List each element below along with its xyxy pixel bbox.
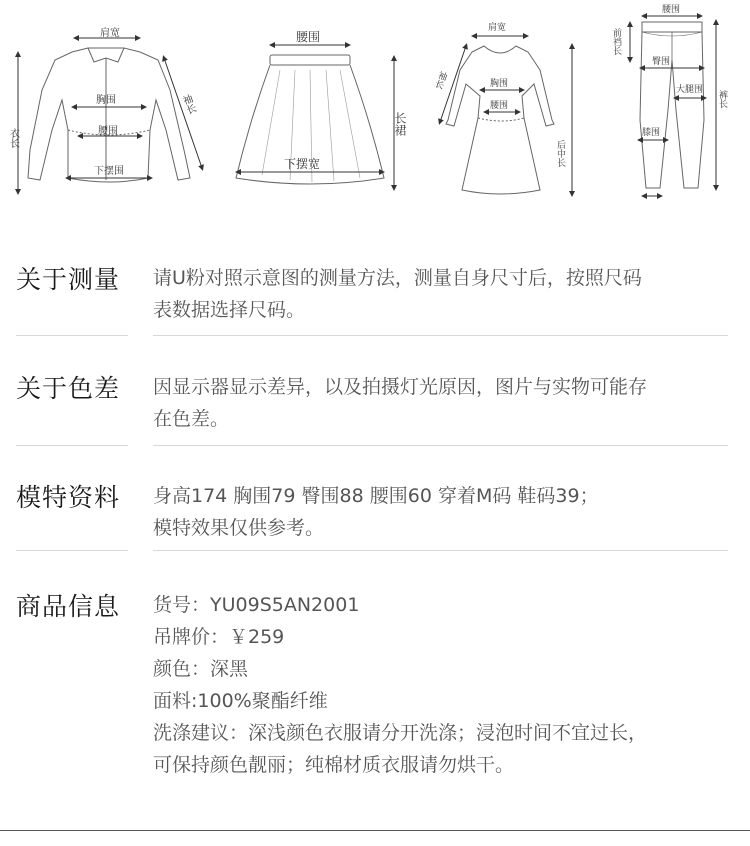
pants-hip-label: 臀围	[652, 57, 671, 67]
shirt-length-label: 衣长	[7, 128, 19, 148]
divider	[16, 335, 128, 336]
dress-length-label: 后中长	[555, 140, 565, 167]
product-sku: 货号：YU09S5AN2001	[153, 594, 360, 616]
product-care-line-2: 可保持颜色靓丽；纯棉材质衣服请勿烘干。	[153, 754, 515, 776]
dress-sleeve-label: 袖长	[432, 69, 448, 90]
product-price: 吊牌价：￥259	[153, 626, 285, 648]
pants-diagram	[640, 22, 704, 188]
section-body-model-info	[153, 480, 733, 544]
product-color: 颜色：深黑	[153, 658, 249, 680]
measurement-diagrams	[0, 0, 750, 215]
section-body-measurement	[153, 262, 733, 326]
skirt-length-label: 长裙	[393, 112, 407, 136]
section-title-model-info: 模特资料	[16, 483, 121, 512]
body-line: 身高174 胸围79 臀围88 腰围60 穿着M码 鞋码39；	[153, 485, 599, 507]
body-line: 模特效果仅供参考。	[153, 517, 325, 539]
section-title-color-difference: 关于色差	[16, 374, 121, 403]
section-title-product-info: 商品信息	[16, 592, 121, 621]
pants-arrows	[630, 16, 716, 196]
shirt-shoulder-label: 肩宽	[100, 28, 120, 39]
section-title-measurement: 关于测量	[16, 265, 121, 294]
bottom-divider	[0, 830, 750, 831]
body-line: 表数据选择尺码。	[153, 299, 306, 321]
shirt-sleeve-label: 袖长	[179, 93, 197, 116]
size-diagram-svg	[0, 0, 750, 215]
shirt-waist-label: 腰围	[98, 126, 118, 137]
dress-waist-label: 腰围	[490, 101, 509, 111]
divider	[16, 550, 128, 551]
dress-diagram	[446, 46, 554, 194]
section-body-product-info	[153, 589, 733, 781]
divider	[153, 550, 728, 551]
body-line: 在色差。	[153, 408, 230, 430]
shirt-diagram	[28, 48, 190, 182]
pants-waist-label: 腰围	[662, 5, 681, 15]
skirt-hem-label: 下摆宽	[284, 157, 321, 171]
product-care-line-1: 洗涤建议：深浅颜色衣服请分开洗涤；浸泡时间不宜过长，	[153, 722, 648, 744]
pants-rise-label: 前裆长	[611, 28, 621, 55]
pants-thigh-label: 大腿围	[676, 85, 704, 95]
divider	[153, 335, 728, 336]
divider	[16, 445, 128, 446]
shirt-hem-label: 下摆围	[94, 166, 124, 177]
divider	[153, 445, 728, 446]
dress-arrows	[440, 36, 572, 194]
product-fabric: 面料:100%聚酯纤维	[153, 690, 328, 712]
skirt-waist-label: 腰围	[296, 30, 321, 44]
body-line: 请U粉对照示意图的测量方法，测量自身尺寸后，按照尺码	[153, 267, 642, 289]
pants-length-label: 裤长	[717, 90, 727, 108]
shirt-chest-label: 胸围	[96, 95, 116, 106]
section-body-color-difference	[153, 371, 733, 435]
dress-chest-label: 胸围	[490, 79, 509, 89]
dress-shoulder-label: 肩宽	[488, 23, 507, 33]
pants-knee-label: 膝围	[642, 128, 661, 138]
body-line: 因显示器显示差异，以及拍摄灯光原因，图片与实物可能存	[153, 376, 648, 398]
